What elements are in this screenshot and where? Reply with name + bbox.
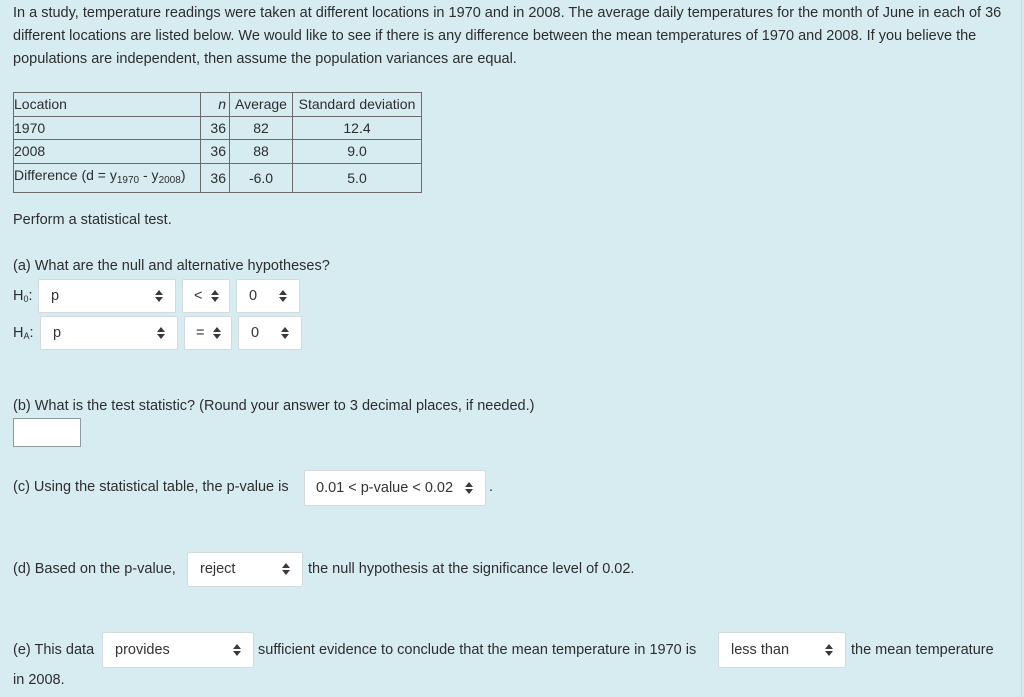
decision-value: reject [200,561,236,577]
part-e-prefix: (e) This data [13,642,95,658]
cell-n: 36 [201,140,230,164]
perform-test-instruction: Perform a statistical test. [13,212,172,228]
ha-letter: H [13,325,24,341]
cell-location-difference [14,163,201,192]
table-row [14,140,422,164]
cell-n: 36 [201,163,230,192]
part-d-prefix: (d) Based on the p-value, [13,561,176,577]
ha-value-select[interactable] [238,316,302,350]
part-e-line2: in 2008. [13,672,65,688]
difference-sub-2008: 2008 [158,174,181,186]
h0-colon: : [28,288,33,304]
header-n: n [201,93,230,117]
part-c-suffix: . [489,479,494,495]
h0-value-select[interactable] [236,279,300,313]
select-arrow-icon [213,326,221,340]
part-e-suffix: the mean temperature [851,642,994,658]
ha-label [13,325,34,341]
cell-average: 82 [230,116,293,140]
h0-subscript: 0 [23,294,29,304]
select-arrow-icon [233,643,241,657]
select-arrow-icon [157,326,165,340]
part-d-suffix: the null hypothesis at the significance level of 0.02. [308,561,635,577]
difference-suffix: ) [180,166,186,183]
h0-parameter-select[interactable] [38,279,176,313]
select-arrow-icon [155,289,163,303]
table-header-row [14,93,422,117]
ha-parameter-select[interactable] [40,316,178,350]
evidence-value: provides [115,642,170,658]
cell-average: -6.0 [230,163,293,192]
select-arrow-icon [825,643,833,657]
difference-label: Difference (d = y [14,166,117,183]
header-location: Location [14,93,201,117]
h0-label [13,288,33,304]
ha-parameter-value: p [53,325,62,341]
cell-sd: 9.0 [293,140,422,164]
select-arrow-icon [282,562,290,576]
select-arrow-icon [281,326,289,340]
decision-select[interactable] [187,552,303,587]
p-value-range-select[interactable] [304,470,486,506]
h0-letter: H [13,288,24,304]
ha-operator-value: = [196,325,205,341]
h0-operator-select[interactable] [182,279,230,313]
select-arrow-icon [211,289,219,303]
part-b-question: (b) What is the test statistic? (Round your answer to 3 decimal places, if needed.) [13,398,535,414]
comparison-select[interactable] [718,632,846,668]
difference-sub-1970: 1970 [116,174,140,186]
cell-sd: 12.4 [293,116,422,140]
test-statistic-input[interactable] [13,418,81,447]
problem-statement: In a study, temperature readings were taken at different locations in 1970 and in 2008. The average daily temperatures for the month of June in each of 36 different locations are listed below. We would like to see if there is any difference between the mean temperatures of 1970 and 2008. If you believe the populations are independent, then assume the population variances are equal. [13,5,1002,67]
table-row-difference [14,163,422,192]
difference-mid: - y [139,166,159,183]
evidence-select[interactable] [102,632,254,668]
ha-colon: : [29,325,34,341]
h0-value-value: 0 [249,288,258,304]
part-a-question: (a) What are the null and alternative hypotheses? [13,258,330,274]
ha-value-value: 0 [251,325,260,341]
ha-operator-select[interactable] [184,316,232,350]
h0-operator-value: < [194,288,203,304]
cell-location: 2008 [14,140,201,164]
h0-parameter-value: p [51,288,60,304]
part-c-prefix: (c) Using the statistical table, the p-value is [13,479,289,495]
cell-sd: 5.0 [293,163,422,192]
select-arrow-icon [279,289,287,303]
comparison-value: less than [731,642,790,658]
part-e-middle: sufficient evidence to conclude that the mean temperature in 1970 is [258,642,697,658]
table-row [14,116,422,140]
p-value-range-value: 0.01 < p-value < 0.02 [316,480,454,496]
cell-average: 88 [230,140,293,164]
header-sd: Standard deviation [293,93,422,117]
summary-table [13,92,422,193]
cell-n: 36 [201,116,230,140]
select-arrow-icon [465,481,473,495]
cell-location: 1970 [14,116,201,140]
header-average: Average [230,93,293,117]
ha-subscript: A [23,331,30,341]
